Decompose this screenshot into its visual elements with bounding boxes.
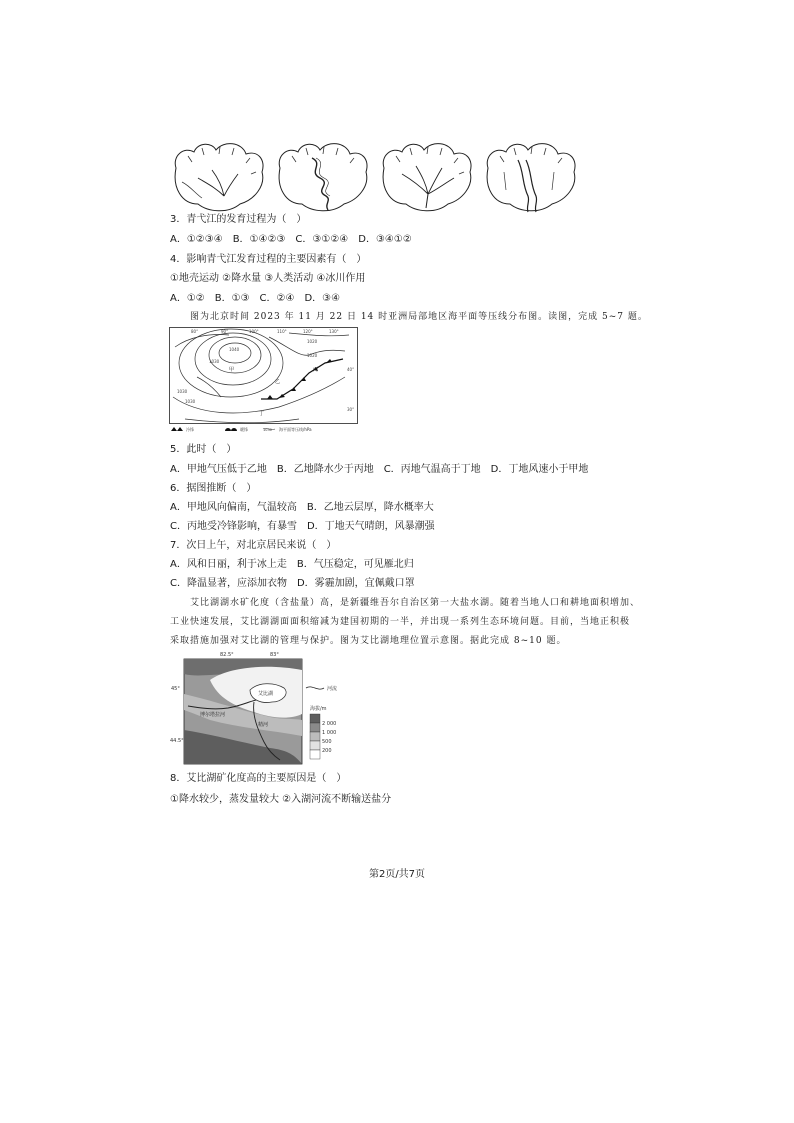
isobar-label: 1040: [229, 347, 240, 352]
lon-label: 100°: [249, 329, 259, 334]
lat-label: 45°: [171, 686, 180, 692]
intro-5-7: 图为北京时间 2023 年 11 月 22 日 14 时亚洲局部地区海平面等压线分布图。读图，完成 5~7 题。: [190, 312, 648, 322]
river-name-jinghe: 精河: [258, 722, 269, 728]
legend-river: 河流: [327, 686, 338, 692]
legend-isobar-sample: 1030: [263, 428, 272, 432]
question-6-stem: 6．据图推断（ ）: [170, 483, 257, 494]
legend-cold-front: 冷锋: [186, 427, 194, 432]
question-8-factors: ①降水较少，蒸发量较大 ②入湖河流不断输送盐分: [170, 794, 392, 805]
intro-8-10-line-1: 艾比湖湖水矿化度（含盐量）高，是新疆维吾尔自治区第一大盐水湖。随着当地人口和耕地面积增加、: [190, 598, 641, 608]
legend-elevation-value: 2 000: [322, 721, 337, 727]
question-7-options-cd: C．降温显著，应添加衣物 D．雾霾加剧，宜佩戴口罩: [170, 578, 415, 589]
river-development-figures: [168, 138, 580, 218]
question-7-stem: 7．次日上午，对北京居民来说（ ）: [170, 540, 337, 551]
pressure-map-legend: [171, 426, 312, 432]
lon-label: 130°: [329, 329, 339, 334]
legend-isobar: 海平面等压线/hPa: [279, 427, 312, 432]
question-4-factors: ①地壳运动 ②降水量 ③人类活动 ④冰川作用: [170, 273, 366, 284]
river-stage-sketch: [272, 138, 372, 216]
page-number: 第2页/共7页: [368, 869, 426, 880]
isobar-label: 1030: [209, 359, 220, 364]
lon-label: 110°: [277, 329, 287, 334]
sea-level-pressure-map: [169, 327, 358, 433]
legend-elevation-value: 1 000: [322, 730, 337, 736]
isobar-label: 1030: [177, 389, 188, 394]
question-4-options: A．①② B．①③ C．②④ D．③④: [170, 293, 341, 304]
legend-elevation-value: 200: [322, 748, 332, 754]
legend-warm-front: 暖锋: [240, 427, 248, 432]
place-label: 甲: [229, 367, 235, 373]
place-label: 乙: [275, 379, 281, 385]
river-name-bortala: 博尔塔拉河: [200, 712, 226, 718]
lat-label: 40°: [347, 367, 355, 372]
question-6-options-ab: A．甲地风向偏南，气温较高 B．乙地云层厚，降水概率大: [170, 502, 434, 513]
lake-map-legend: [306, 685, 337, 759]
lon-label: 82.5°: [220, 652, 234, 658]
lon-label: 83°: [270, 652, 279, 658]
river-stage-sketch: [376, 138, 476, 216]
intro-8-10-line-2: 工业快速发展，艾比湖湖面面积缩减为建国初期的一半，并出现一系列生态环境问题。目前，当地正积极: [170, 617, 631, 627]
ebinur-lake-map: [170, 650, 360, 765]
lat-label: 44.5°: [170, 738, 184, 744]
legend-elevation-title: 海拔/m: [310, 706, 327, 712]
river-stage-sketch: [168, 138, 268, 216]
question-3-options: A．①②③④ B．①④②③ C．③①②④ D．③④①②: [170, 234, 412, 245]
question-8-stem: 8．艾比湖矿化度高的主要原因是（ ）: [170, 773, 347, 784]
question-3-stem: 3．青弋江的发育过程为（ ）: [170, 214, 307, 225]
question-4-stem: 4．影响青弋江发育过程的主要因素有（ ）: [170, 254, 367, 265]
lat-label: 30°: [347, 407, 355, 412]
isobar-label: 1030: [185, 399, 196, 404]
isobar-label: 1020: [307, 353, 318, 358]
lon-label: 80°: [191, 329, 199, 334]
question-7-options-ab: A．风和日丽，利于冰上走 B．气压稳定，可见雁北归: [170, 559, 414, 570]
lon-label: 120°: [303, 329, 313, 334]
question-5-stem: 5．此时（ ）: [170, 444, 237, 455]
lake-name: 艾比湖: [258, 691, 274, 697]
place-label: 丁: [259, 411, 265, 417]
isobar-label: 1020: [307, 339, 318, 344]
intro-8-10-line-3: 采取措施加强对艾比湖的管理与保护。图为艾比湖地理位置示意图。据此完成 8~10 题。: [170, 636, 567, 646]
lon-label: 90°: [221, 329, 229, 334]
question-5-options: A．甲地气压低于乙地 B．乙地降水少于丙地 C．丙地气温高于丁地 D．丁地风速小于甲地: [170, 464, 589, 475]
question-6-options-cd: C．丙地受冷锋影响，有暴雪 D．丁地天气晴朗，风暴潮强: [170, 521, 435, 532]
river-stage-sketch: [480, 138, 580, 216]
legend-elevation-value: 500: [322, 739, 332, 745]
